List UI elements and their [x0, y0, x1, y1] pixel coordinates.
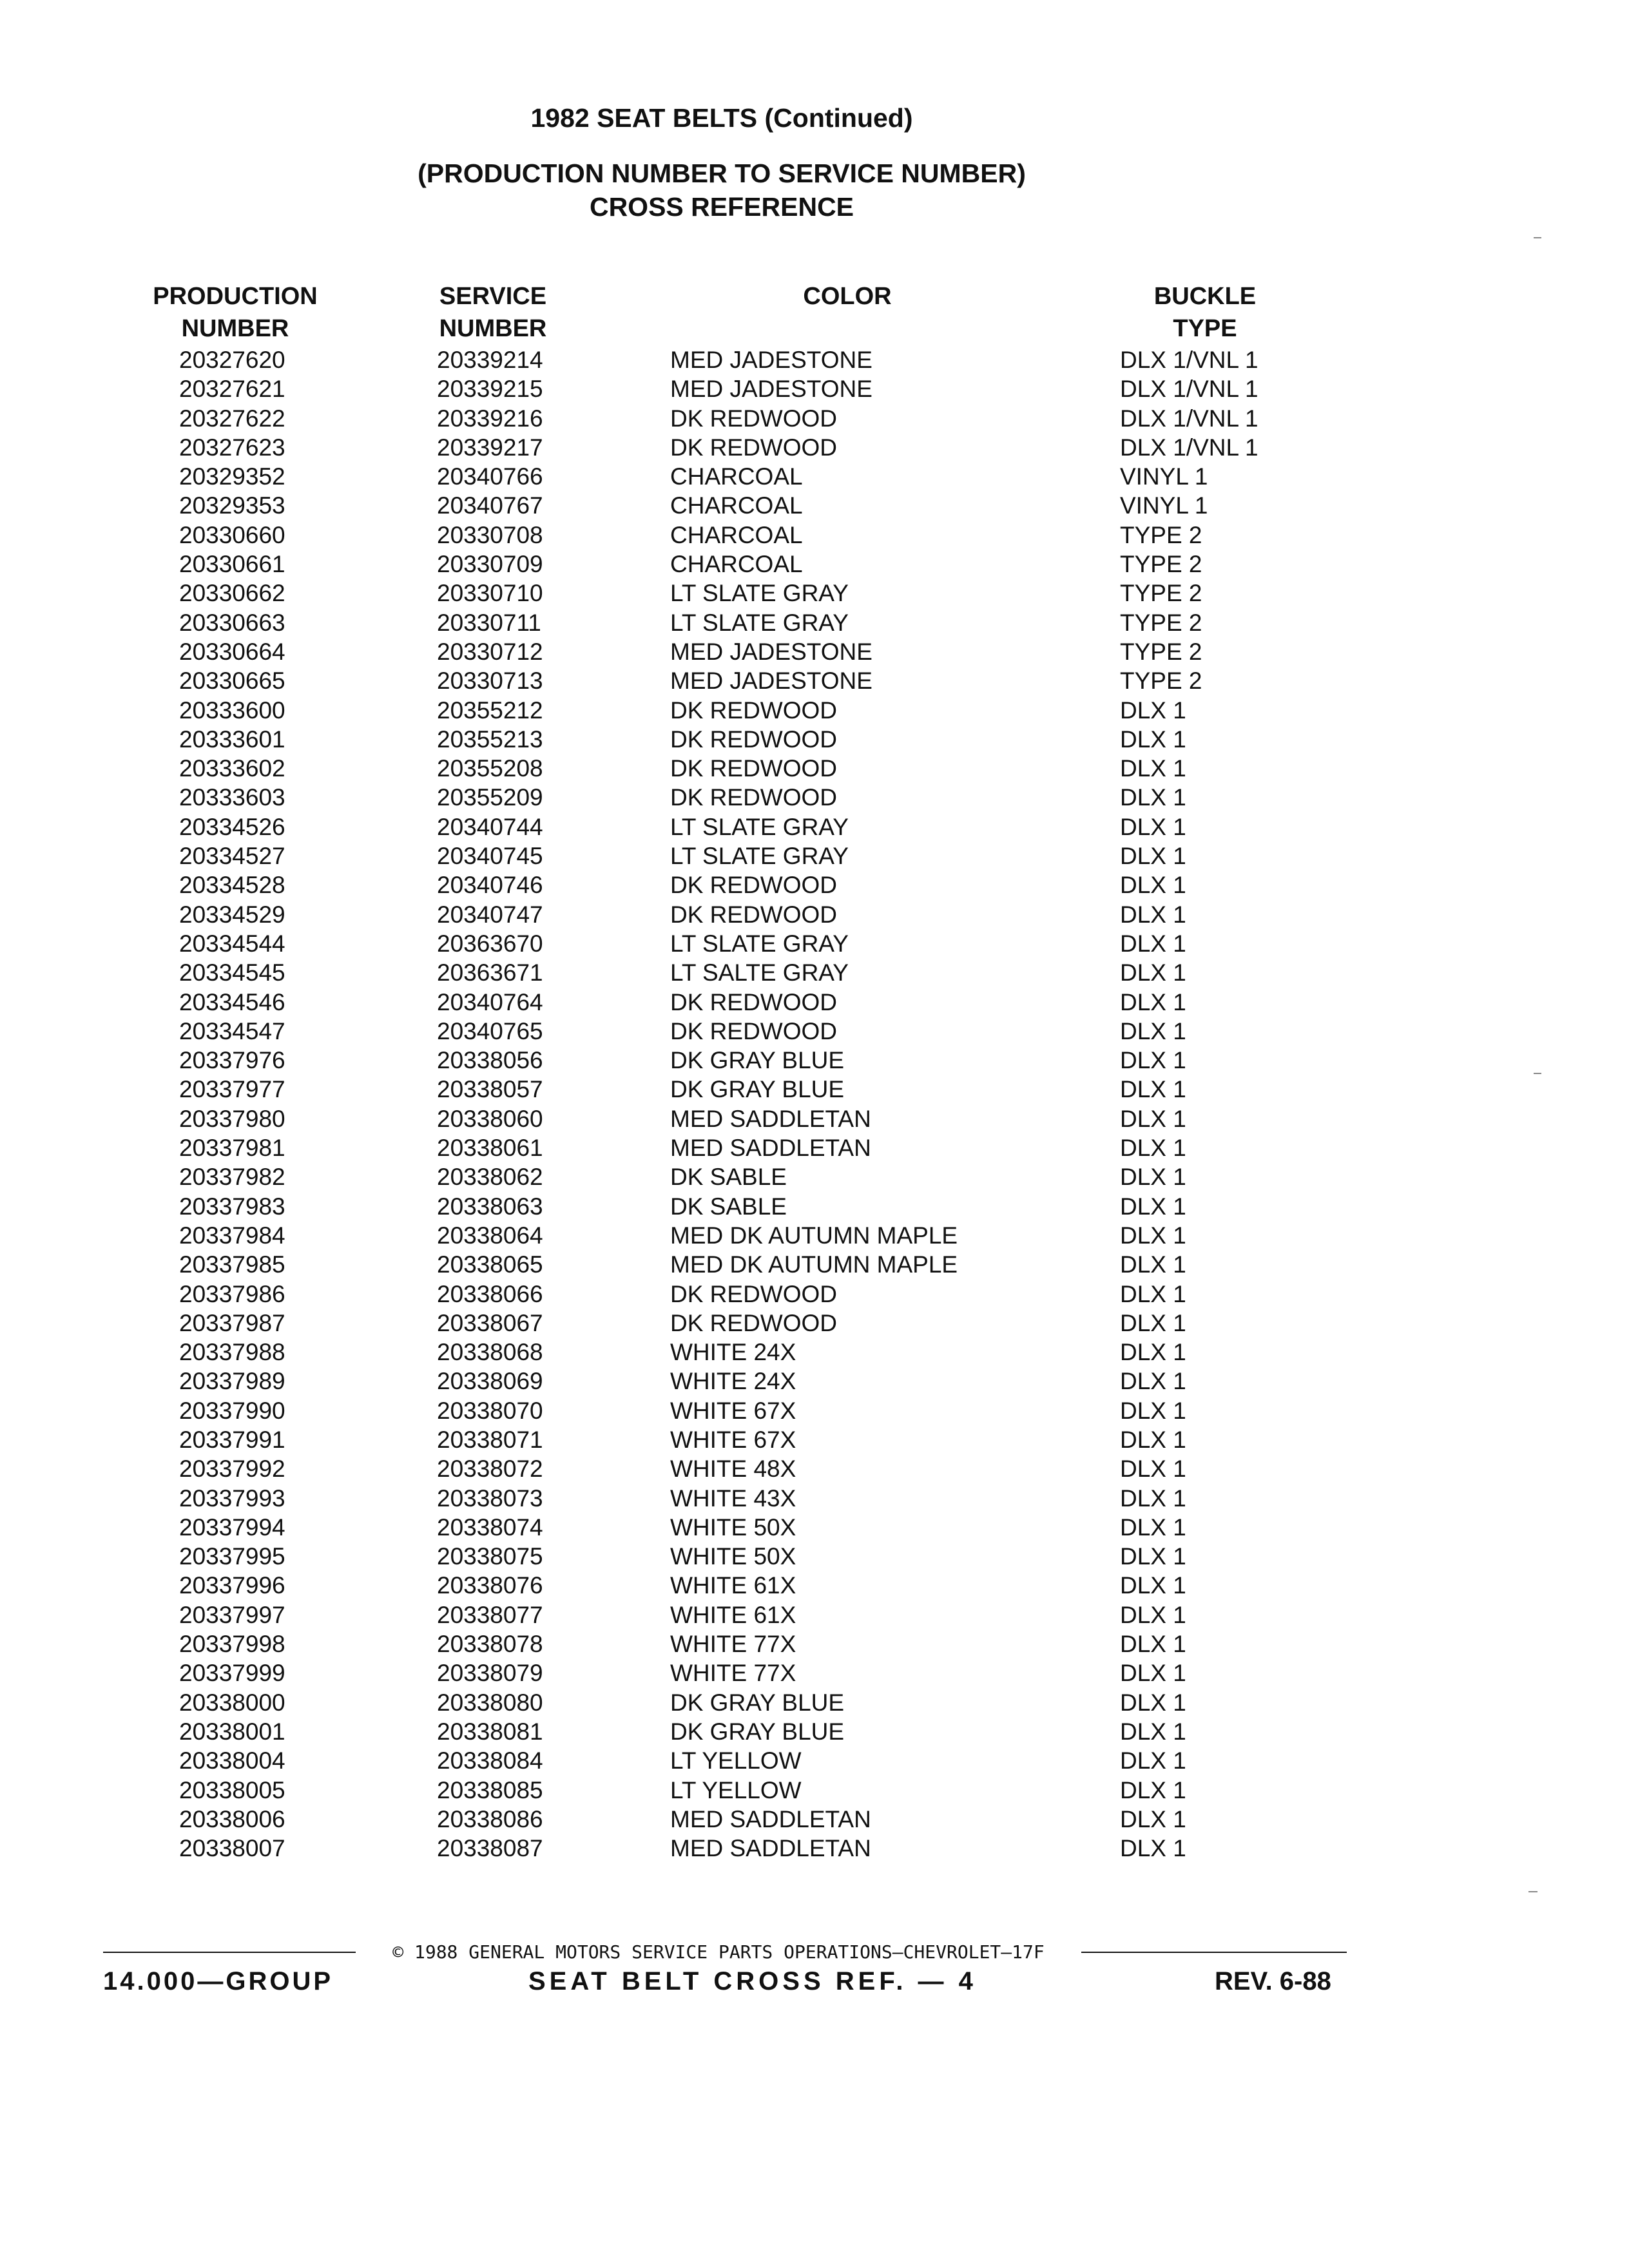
color-cell: CHARCOAL: [670, 551, 803, 578]
color-cell: DK GRAY BLUE: [670, 1047, 845, 1074]
service-number-cell: 20338084: [437, 1747, 543, 1774]
table-row: [0, 1746, 1629, 1775]
service-number-cell: 20338075: [437, 1543, 543, 1570]
production-number-cell: 20337999: [179, 1660, 285, 1687]
color-cell: DK GRAY BLUE: [670, 1718, 845, 1745]
color-cell: WHITE 24X: [670, 1368, 796, 1395]
service-number-cell: 20338061: [437, 1135, 543, 1162]
buckle-type-cell: DLX 1: [1120, 1572, 1186, 1599]
table-row: [0, 1454, 1629, 1483]
service-number-cell: 20338067: [437, 1309, 543, 1336]
table-row: [0, 725, 1629, 754]
production-number-cell: 20337983: [179, 1193, 285, 1220]
production-number-cell: 20330664: [179, 638, 285, 665]
buckle-type-cell: DLX 1: [1120, 784, 1186, 811]
color-cell: MED JADESTONE: [670, 638, 872, 665]
buckle-type-cell: VINYL 1: [1120, 492, 1208, 519]
buckle-type-cell: DLX 1: [1120, 1601, 1186, 1628]
table-row: [0, 812, 1629, 841]
buckle-type-cell: DLX 1: [1120, 959, 1186, 986]
production-number-cell: 20337992: [179, 1456, 285, 1483]
service-number-cell: 20338056: [437, 1047, 543, 1074]
buckle-type-cell: DLX 1: [1120, 1689, 1186, 1716]
buckle-type-cell: DLX 1: [1120, 988, 1186, 1015]
service-number-cell: 20338077: [437, 1601, 543, 1628]
footer-group: 14.000—GROUP: [103, 1967, 334, 1995]
color-cell: DK REDWOOD: [670, 405, 837, 432]
production-number-cell: 20330665: [179, 668, 285, 695]
table-row: [0, 1834, 1629, 1863]
service-number-cell: 20340766: [437, 463, 543, 490]
service-number-cell: 20339216: [437, 405, 543, 432]
color-cell: MED SADDLETAN: [670, 1135, 871, 1162]
table-row: [0, 1221, 1629, 1250]
column-header-line: NUMBER: [181, 315, 289, 342]
production-number-cell: 20334527: [179, 843, 285, 870]
table-row: [0, 345, 1629, 374]
service-number-cell: 20338087: [437, 1835, 543, 1862]
service-number-cell: 20330708: [437, 521, 543, 548]
service-number-cell: 20338072: [437, 1456, 543, 1483]
buckle-type-cell: DLX 1: [1120, 1309, 1186, 1336]
table-row: [0, 1075, 1629, 1104]
buckle-type-cell: TYPE 2: [1120, 580, 1202, 607]
color-cell: WHITE 50X: [670, 1514, 796, 1541]
buckle-type-cell: TYPE 2: [1120, 638, 1202, 665]
buckle-type-cell: TYPE 2: [1120, 609, 1202, 636]
table-row: [0, 491, 1629, 520]
production-number-cell: 20337987: [179, 1309, 285, 1336]
buckle-type-cell: DLX 1: [1120, 872, 1186, 899]
buckle-type-cell: DLX 1: [1120, 843, 1186, 870]
buckle-type-cell: DLX 1: [1120, 1017, 1186, 1044]
production-number-cell: 20330661: [179, 551, 285, 578]
table-row: [0, 637, 1629, 666]
service-number-cell: 20338074: [437, 1514, 543, 1541]
table-row: [0, 374, 1629, 403]
production-number-cell: 20337980: [179, 1105, 285, 1132]
production-number-cell: 20338004: [179, 1747, 285, 1774]
service-number-cell: 20339214: [437, 347, 543, 373]
buckle-type-cell: DLX 1: [1120, 1747, 1186, 1774]
service-number-cell: 20338069: [437, 1368, 543, 1395]
cross-reference-table: [0, 345, 1629, 1863]
service-number-cell: 20330712: [437, 638, 543, 665]
color-cell: WHITE 43X: [670, 1485, 796, 1512]
buckle-type-cell: DLX 1/VNL 1: [1120, 376, 1258, 403]
service-number-cell: 20340764: [437, 988, 543, 1015]
production-number-cell: 20337985: [179, 1251, 285, 1278]
service-number-cell: 20338081: [437, 1718, 543, 1745]
service-number-cell: 20340767: [437, 492, 543, 519]
service-number-cell: 20330711: [437, 609, 541, 636]
table-row: [0, 1425, 1629, 1454]
color-cell: MED SADDLETAN: [670, 1805, 871, 1832]
service-number-cell: 20338063: [437, 1193, 543, 1220]
color-cell: WHITE 67X: [670, 1426, 796, 1453]
service-number-cell: 20355212: [437, 697, 543, 724]
table-row: [0, 1542, 1629, 1571]
footer-revision: REV. 6-88: [1215, 1967, 1331, 1995]
production-number-cell: 20337997: [179, 1601, 285, 1628]
table-row: [0, 433, 1629, 462]
table-row: [0, 1280, 1629, 1309]
color-cell: WHITE 50X: [670, 1543, 796, 1570]
production-number-cell: 20338000: [179, 1689, 285, 1716]
color-cell: MED DK AUTUMN MAPLE: [670, 1251, 958, 1278]
production-number-cell: 20334528: [179, 872, 285, 899]
color-cell: DK REDWOOD: [670, 1309, 837, 1336]
production-number-cell: 20334545: [179, 959, 285, 986]
service-number-cell: 20338078: [437, 1631, 543, 1658]
buckle-type-cell: DLX 1: [1120, 1397, 1186, 1424]
column-header-color: [747, 280, 947, 312]
table-row: [0, 929, 1629, 958]
color-cell: MED JADESTONE: [670, 668, 872, 695]
buckle-type-cell: DLX 1: [1120, 755, 1186, 782]
buckle-type-cell: DLX 1: [1120, 1660, 1186, 1687]
color-cell: WHITE 77X: [670, 1631, 796, 1658]
production-number-cell: 20338007: [179, 1835, 285, 1862]
page-subtitle: (PRODUCTION NUMBER TO SERVICE NUMBER): [418, 159, 1026, 188]
service-number-cell: 20338071: [437, 1426, 543, 1453]
table-row: [0, 1629, 1629, 1658]
table-row: [0, 550, 1629, 579]
color-cell: MED JADESTONE: [670, 376, 872, 403]
service-number-cell: 20338079: [437, 1660, 543, 1687]
scan-speck: [1534, 1073, 1541, 1074]
service-number-cell: 20338073: [437, 1485, 543, 1512]
color-cell: CHARCOAL: [670, 521, 803, 548]
color-cell: CHARCOAL: [670, 492, 803, 519]
table-row: [0, 1367, 1629, 1396]
service-number-cell: 20340765: [437, 1017, 543, 1044]
service-number-cell: 20338060: [437, 1105, 543, 1132]
buckle-type-cell: DLX 1: [1120, 930, 1186, 957]
buckle-type-cell: DLX 1: [1120, 1251, 1186, 1278]
table-row: [0, 1133, 1629, 1162]
production-number-cell: 20338005: [179, 1776, 285, 1803]
production-number-cell: 20334526: [179, 813, 285, 840]
page-title: 1982 SEAT BELTS (Continued): [530, 103, 913, 133]
service-number-cell: 20355213: [437, 726, 543, 753]
color-cell: MED SADDLETAN: [670, 1105, 871, 1132]
scan-speck: [1534, 237, 1541, 238]
buckle-type-cell: DLX 1: [1120, 1193, 1186, 1220]
buckle-type-cell: DLX 1: [1120, 1718, 1186, 1745]
service-number-cell: 20338070: [437, 1397, 543, 1424]
buckle-type-cell: DLX 1/VNL 1: [1120, 347, 1258, 373]
production-number-cell: 20334544: [179, 930, 285, 957]
color-cell: LT YELLOW: [670, 1776, 802, 1803]
production-number-cell: 20327620: [179, 347, 285, 373]
color-cell: DK REDWOOD: [670, 434, 837, 461]
table-row: [0, 1776, 1629, 1805]
production-number-cell: 20337976: [179, 1047, 285, 1074]
service-number-cell: 20338057: [437, 1076, 543, 1103]
buckle-type-cell: TYPE 2: [1120, 521, 1202, 548]
table-row: [0, 1104, 1629, 1133]
buckle-type-cell: TYPE 2: [1120, 551, 1202, 578]
production-number-cell: 20333602: [179, 755, 285, 782]
buckle-type-cell: DLX 1: [1120, 1076, 1186, 1103]
service-number-cell: 20330710: [437, 580, 543, 607]
table-row: [0, 1046, 1629, 1075]
color-cell: WHITE 67X: [670, 1397, 796, 1424]
production-number-cell: 20337989: [179, 1368, 285, 1395]
buckle-type-cell: DLX 1: [1120, 697, 1186, 724]
color-cell: WHITE 61X: [670, 1572, 796, 1599]
color-cell: MED JADESTONE: [670, 347, 872, 373]
buckle-type-cell: DLX 1: [1120, 1456, 1186, 1483]
table-row: [0, 1484, 1629, 1513]
color-cell: DK REDWOOD: [670, 872, 837, 899]
table-row: [0, 666, 1629, 695]
color-cell: LT SLATE GRAY: [670, 843, 849, 870]
production-number-cell: 20337990: [179, 1397, 285, 1424]
column-header-service-number: [387, 280, 599, 345]
table-row: [0, 1309, 1629, 1338]
service-number-cell: 20338085: [437, 1776, 543, 1803]
color-cell: DK REDWOOD: [670, 726, 837, 753]
production-number-cell: 20337986: [179, 1280, 285, 1307]
table-row: [0, 754, 1629, 783]
buckle-type-cell: DLX 1: [1120, 1368, 1186, 1395]
color-cell: MED DK AUTUMN MAPLE: [670, 1222, 958, 1249]
color-cell: DK REDWOOD: [670, 1280, 837, 1307]
buckle-type-cell: VINYL 1: [1120, 463, 1208, 490]
buckle-type-cell: DLX 1: [1120, 1631, 1186, 1658]
color-cell: DK REDWOOD: [670, 697, 837, 724]
production-number-cell: 20334547: [179, 1017, 285, 1044]
service-number-cell: 20340747: [437, 901, 543, 928]
production-number-cell: 20337991: [179, 1426, 285, 1453]
table-row: [0, 1162, 1629, 1191]
service-number-cell: 20363670: [437, 930, 543, 957]
column-header-line: NUMBER: [439, 315, 547, 342]
production-number-cell: 20337995: [179, 1543, 285, 1570]
buckle-type-cell: DLX 1: [1120, 1426, 1186, 1453]
table-row: [0, 1192, 1629, 1221]
table-row: [0, 1805, 1629, 1834]
production-number-cell: 20334546: [179, 988, 285, 1015]
production-number-cell: 20333601: [179, 726, 285, 753]
production-number-cell: 20337977: [179, 1076, 285, 1103]
column-header-line: PRODUCTION: [153, 283, 318, 310]
production-number-cell: 20329353: [179, 492, 285, 519]
color-cell: DK REDWOOD: [670, 755, 837, 782]
table-row: [0, 462, 1629, 491]
buckle-type-cell: DLX 1: [1120, 1135, 1186, 1162]
table-row: [0, 900, 1629, 929]
buckle-type-cell: DLX 1: [1120, 1222, 1186, 1249]
table-row: [0, 870, 1629, 899]
color-cell: CHARCOAL: [670, 463, 803, 490]
service-number-cell: 20340745: [437, 843, 543, 870]
color-cell: DK REDWOOD: [670, 988, 837, 1015]
column-header-production-number: [129, 280, 342, 345]
color-cell: LT SLATE GRAY: [670, 609, 849, 636]
table-row: [0, 1658, 1629, 1687]
service-number-cell: 20338068: [437, 1339, 543, 1366]
service-number-cell: 20355208: [437, 755, 543, 782]
service-number-cell: 20339217: [437, 434, 543, 461]
color-cell: MED SADDLETAN: [670, 1835, 871, 1862]
production-number-cell: 20333600: [179, 697, 285, 724]
production-number-cell: 20330660: [179, 521, 285, 548]
color-cell: DK REDWOOD: [670, 901, 837, 928]
buckle-type-cell: DLX 1: [1120, 1047, 1186, 1074]
table-row: [0, 1688, 1629, 1717]
table-row: [0, 1017, 1629, 1046]
production-number-cell: 20330662: [179, 580, 285, 607]
table-row: [0, 1513, 1629, 1542]
column-header-buckle-type: [1095, 280, 1315, 345]
service-number-cell: 20338065: [437, 1251, 543, 1278]
production-number-cell: 20337982: [179, 1164, 285, 1191]
column-header-line: TYPE: [1173, 315, 1237, 342]
table-row: [0, 608, 1629, 637]
table-row: [0, 958, 1629, 987]
table-row: [0, 988, 1629, 1017]
table-row: [0, 1250, 1629, 1279]
production-number-cell: 20338006: [179, 1805, 285, 1832]
footer-page-label: SEAT BELT CROSS REF. — 4: [528, 1967, 977, 1995]
service-number-cell: 20338066: [437, 1280, 543, 1307]
color-cell: DK REDWOOD: [670, 1017, 837, 1044]
color-cell: LT SLATE GRAY: [670, 580, 849, 607]
service-number-cell: 20363671: [437, 959, 543, 986]
color-cell: WHITE 77X: [670, 1660, 796, 1687]
service-number-cell: 20340744: [437, 813, 543, 840]
buckle-type-cell: DLX 1: [1120, 1339, 1186, 1366]
table-row: [0, 841, 1629, 870]
color-cell: WHITE 48X: [670, 1456, 796, 1483]
scan-speck: [1528, 1891, 1537, 1892]
table-row: [0, 783, 1629, 812]
copyright-notice: © 1988 GENERAL MOTORS SERVICE PARTS OPERATIONS—CHEVROLET—17F: [392, 1941, 1045, 1963]
production-number-cell: 20337981: [179, 1135, 285, 1162]
production-number-cell: 20337988: [179, 1339, 285, 1366]
service-number-cell: 20338080: [437, 1689, 543, 1716]
color-cell: DK SABLE: [670, 1193, 787, 1220]
production-number-cell: 20329352: [179, 463, 285, 490]
production-number-cell: 20327622: [179, 405, 285, 432]
production-number-cell: 20333603: [179, 784, 285, 811]
table-row: [0, 521, 1629, 550]
service-number-cell: 20330709: [437, 551, 543, 578]
buckle-type-cell: TYPE 2: [1120, 668, 1202, 695]
service-number-cell: 20330713: [437, 668, 543, 695]
buckle-type-cell: DLX 1/VNL 1: [1120, 434, 1258, 461]
service-number-cell: 20355209: [437, 784, 543, 811]
table-row: [0, 1338, 1629, 1367]
buckle-type-cell: DLX 1: [1120, 1835, 1186, 1862]
table-row: [0, 1396, 1629, 1425]
table-row: [0, 579, 1629, 608]
buckle-type-cell: DLX 1/VNL 1: [1120, 405, 1258, 432]
buckle-type-cell: DLX 1: [1120, 1776, 1186, 1803]
service-number-cell: 20338062: [437, 1164, 543, 1191]
production-number-cell: 20337994: [179, 1514, 285, 1541]
color-cell: LT SALTE GRAY: [670, 959, 849, 986]
production-number-cell: 20337984: [179, 1222, 285, 1249]
production-number-cell: 20337996: [179, 1572, 285, 1599]
footer-rule-right: [1081, 1952, 1347, 1953]
production-number-cell: 20338001: [179, 1718, 285, 1745]
column-header-line: SERVICE: [439, 283, 547, 310]
buckle-type-cell: DLX 1: [1120, 726, 1186, 753]
production-number-cell: 20337998: [179, 1631, 285, 1658]
table-row: [0, 404, 1629, 433]
service-number-cell: 20338076: [437, 1572, 543, 1599]
footer-rule-left: [103, 1952, 356, 1953]
production-number-cell: 20327623: [179, 434, 285, 461]
buckle-type-cell: DLX 1: [1120, 1280, 1186, 1307]
column-header-line: COLOR: [803, 283, 892, 310]
service-number-cell: 20338086: [437, 1805, 543, 1832]
table-row: [0, 1717, 1629, 1746]
service-number-cell: 20339215: [437, 376, 543, 403]
production-number-cell: 20337993: [179, 1485, 285, 1512]
color-cell: DK REDWOOD: [670, 784, 837, 811]
color-cell: DK GRAY BLUE: [670, 1076, 845, 1103]
color-cell: LT YELLOW: [670, 1747, 802, 1774]
page-subtitle-cross-reference: CROSS REFERENCE: [589, 192, 854, 222]
buckle-type-cell: DLX 1: [1120, 901, 1186, 928]
table-row: [0, 1571, 1629, 1600]
buckle-type-cell: DLX 1: [1120, 1164, 1186, 1191]
color-cell: WHITE 61X: [670, 1601, 796, 1628]
table-row: [0, 1600, 1629, 1629]
service-number-cell: 20340746: [437, 872, 543, 899]
color-cell: LT SLATE GRAY: [670, 930, 849, 957]
buckle-type-cell: DLX 1: [1120, 1805, 1186, 1832]
color-cell: WHITE 24X: [670, 1339, 796, 1366]
buckle-type-cell: DLX 1: [1120, 1105, 1186, 1132]
buckle-type-cell: DLX 1: [1120, 1485, 1186, 1512]
buckle-type-cell: DLX 1: [1120, 1543, 1186, 1570]
buckle-type-cell: DLX 1: [1120, 1514, 1186, 1541]
service-number-cell: 20338064: [437, 1222, 543, 1249]
color-cell: DK SABLE: [670, 1164, 787, 1191]
buckle-type-cell: DLX 1: [1120, 813, 1186, 840]
production-number-cell: 20327621: [179, 376, 285, 403]
color-cell: LT SLATE GRAY: [670, 813, 849, 840]
column-header-line: BUCKLE: [1153, 283, 1257, 310]
copyright-line: [103, 1939, 1347, 1965]
color-cell: DK GRAY BLUE: [670, 1689, 845, 1716]
production-number-cell: 20330663: [179, 609, 285, 636]
production-number-cell: 20334529: [179, 901, 285, 928]
table-row: [0, 696, 1629, 725]
